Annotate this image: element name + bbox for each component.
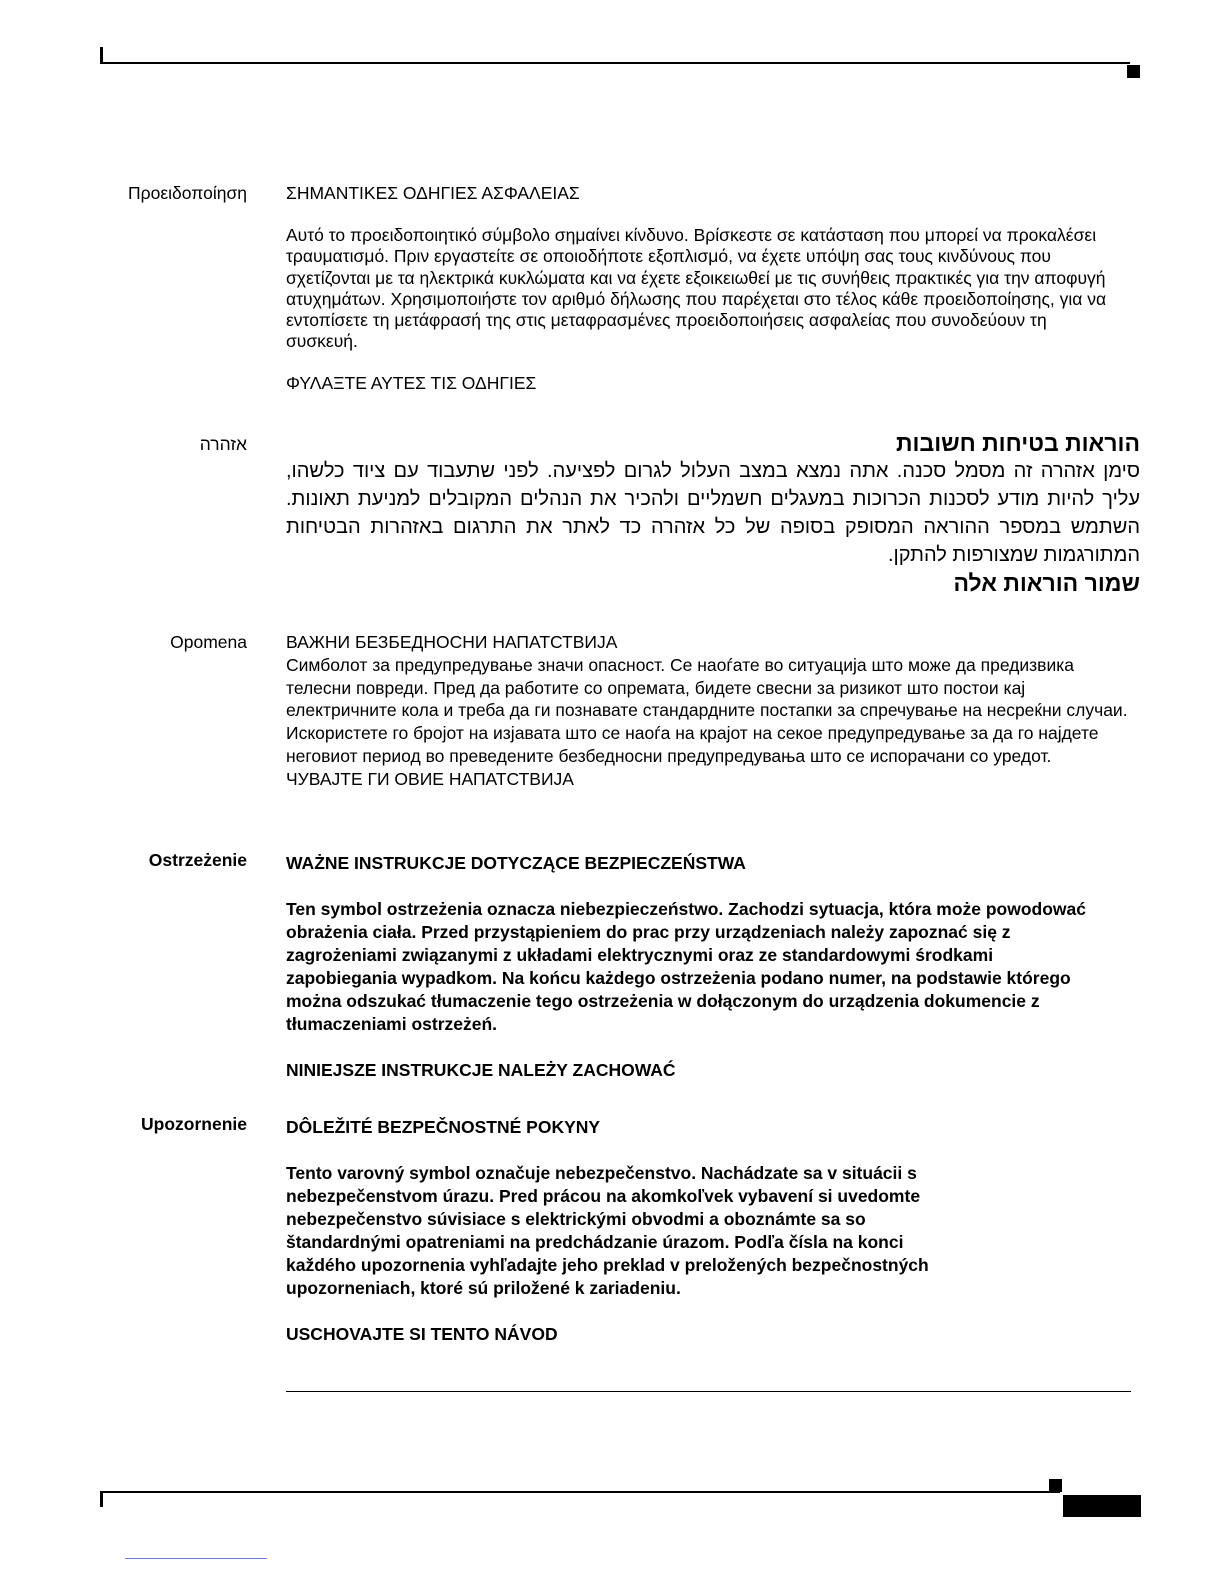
greek-warning-label: Προειδοποίηση — [128, 183, 247, 203]
greek-warning-block — [286, 183, 1136, 395]
slovak-warning-title: DÔLEŽITÉ BEZPEČNOSTNÉ POKYNY — [286, 1117, 601, 1137]
macedonian-warning-body: Симболот за предупредување значи опасност. Се наоѓате во ситуација што може да предизвика телесни повреди. Пред да работите со опремата, бидете свесни за ризикот што постои кај електричните кола и треба да ги познавате стандардните постапки за спречување на несреќни случаи. Искористете го бројот на изјавата што се наоѓа на крајот на секое предупредување за да го најдете неговиот период во преведените безбедносни предупредувања што се испорачани со уредот. — [286, 654, 1128, 766]
hebrew-warning-block — [286, 429, 1140, 597]
polish-warning-footer: NINIEJSZE INSTRUKCJE NALEŻY ZACHOWAĆ — [286, 1060, 676, 1080]
slovak-warning-label: Upozornenie — [141, 1114, 247, 1134]
footer-rule — [100, 1491, 1060, 1493]
slovak-warning-body: Tento varovný symbol označuje nebezpečenstvo. Nachádzate sa v situácii s nebezpečenstvom úrazu. Pred prácou na akomkoľvek vybavení si uvedomte nebezpečenstvo súvisiace s elektrickými obvodmi a oboznámte sa so štandardnými opatreniami na predchádzanie úrazom. Podľa čísla na konci každého upozornenia vyhľadajte jeho preklad v preložených bezpečnostných upozorneniach, ktoré sú priložené k zariadeniu. — [286, 1163, 929, 1298]
page-number-tab — [1063, 1495, 1141, 1517]
polish-warning-block — [286, 852, 1136, 1082]
header-marker — [1127, 65, 1140, 78]
hebrew-warning-body: סימן אזהרה זה מסמל סכנה. אתה נמצא במצב העלול לגרום לפציעה. לפני שתעבוד עם ציוד כלשהו, עליך להיות מודע לסכנות הכרוכות במעגלים חשמליים ולהכיר את הנהלים המקובלים למניעת תאונות. השתמש במספר ההוראה המסופק בסופה של כל אזהרה כד לאתר את התרגום באזהרות הבטיחות המתורגמות שמצורפות להתקן. — [286, 460, 1140, 566]
polish-warning-body: Ten symbol ostrzeżenia oznacza niebezpieczeństwo. Zachodzi sytuacja, która może powodować obrażenia ciała. Przed przystąpieniem do prac przy urządzeniach należy zapoznać się z zagrożeniami związanymi z układami elektrycznymi oraz ze standardowymi środkami zapobiegania wypadkom. Na końcu każdego ostrzeżenia podano numer, na podstawie którego można odszukać tłumaczenie tego ostrzeżenia w dołączonym do urządzenia dokumencie z tłumaczeniami ostrzeżeń. — [286, 899, 1087, 1034]
section-end-rule — [286, 1391, 1131, 1392]
polish-warning-label: Ostrzeżenie — [148, 850, 247, 870]
polish-warning-title: WAŻNE INSTRUKCJE DOTYCZĄCE BEZPIECZEŃSTWA — [286, 853, 746, 873]
header-rule — [100, 62, 1130, 64]
macedonian-warning-footer: ЧУВАЈТЕ ГИ ОВИЕ НАПАТСТВИЈА — [286, 768, 574, 789]
greek-warning-body: Αυτό το προειδοποιητικό σύμβολο σημαίνει κίνδυνο. Βρίσκεστε σε κατάσταση που μπορεί να προκαλέσει τραυματισμό. Πριν εργαστείτε σε οποιοδήποτε εξοπλισμό, να έχετε υπόψη σας τους κινδύνους που σχετίζονται με τα ηλεκτρικά κυκλώματα και να έχετε εξοικειωθεί με τις συνήθεις πρακτικές για την αποφυγή ατυχημάτων. Χρησιμοποιήστε τον αριθμό δήλωσης που παρέχεται στο τέλος κάθε προειδοποίησης, για να εντοπίσετε τη μετάφρασή της στις μεταφρασμένες προειδοποιήσεις ασφαλείας που συνοδεύουν τη συσκευή. — [286, 225, 1107, 352]
greek-warning-footer: ΦΥΛΑΞΤΕ ΑΥΤΕΣ ΤΙΣ ΟΔΗΓΙΕΣ — [286, 373, 537, 394]
footer-link-underline[interactable] — [125, 1558, 267, 1559]
slovak-warning-footer: USCHOVAJTE SI TENTO NÁVOD — [286, 1324, 558, 1344]
greek-warning-title: ΣΗΜΑΝΤΙΚΕΣ ΟΔΗΓΙΕΣ ΑΣΦΑΛΕΙΑΣ — [286, 183, 580, 203]
footer-left-tick — [100, 1493, 103, 1507]
macedonian-warning-label: Opomena — [170, 632, 247, 652]
hebrew-warning-footer: שמור הוראות אלה — [953, 570, 1140, 596]
macedonian-warning-title: ВАЖНИ БЕЗБЕДНОСНИ НАПАТСТВИЈА — [286, 632, 618, 652]
hebrew-warning-title: הוראות בטיחות חשובות — [896, 430, 1140, 456]
macedonian-warning-block — [286, 631, 1136, 791]
slovak-warning-block — [286, 1116, 1136, 1346]
hebrew-warning-label: אזהרה — [199, 434, 247, 454]
